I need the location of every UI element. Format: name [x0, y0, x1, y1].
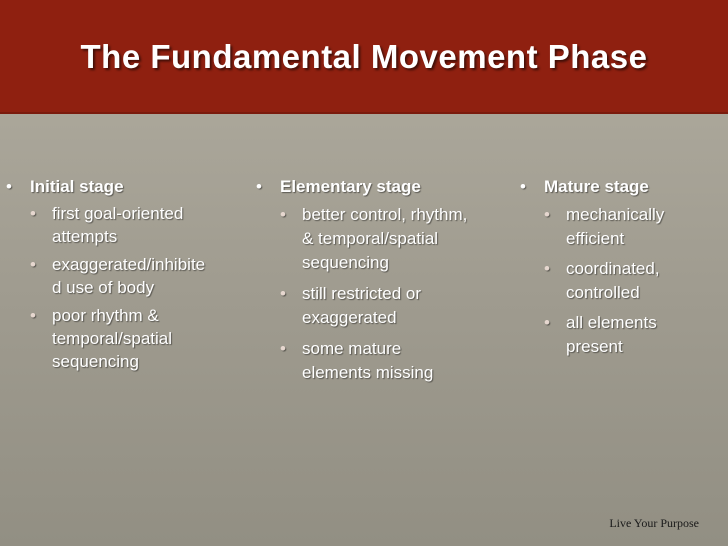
- item-text: coordinated, controlled: [566, 259, 660, 302]
- item-text: poor rhythm & temporal/spatial sequencing: [52, 306, 173, 371]
- stage-label: Elementary stage: [280, 177, 421, 196]
- stage-items: [520, 203, 720, 359]
- list-item: [256, 337, 512, 385]
- stage-items: [256, 203, 512, 385]
- stage-heading: [6, 175, 242, 199]
- stage-label: Mature stage: [544, 177, 649, 196]
- bullet-icon: •: [520, 177, 526, 196]
- stage-heading: [520, 175, 720, 199]
- item-text: better control, rhythm, & temporal/spatial sequencing: [302, 205, 468, 272]
- bullet-icon: •: [30, 255, 36, 274]
- list-item: [520, 311, 720, 359]
- item-text: exaggerated/inhibite d use of body: [52, 255, 206, 297]
- list-item: [256, 282, 512, 330]
- stage-items: [6, 202, 242, 373]
- stage-label: Initial stage: [30, 177, 124, 196]
- list-item: [520, 203, 720, 251]
- stage-heading: [256, 175, 512, 199]
- bullet-icon: •: [30, 204, 36, 223]
- item-text: all elements present: [566, 313, 657, 356]
- bullet-icon: •: [256, 177, 262, 196]
- list-item: [6, 253, 242, 299]
- list-item: [520, 257, 720, 305]
- bullet-icon: •: [544, 313, 550, 332]
- bullet-icon: •: [280, 284, 286, 303]
- bullet-icon: •: [6, 177, 12, 196]
- bullet-icon: •: [30, 306, 36, 325]
- item-text: still restricted or exaggerated: [302, 284, 422, 327]
- bullet-icon: •: [280, 205, 286, 224]
- item-text: mechanically efficient: [566, 205, 665, 248]
- bullet-icon: •: [544, 259, 550, 278]
- slide-title: The Fundamental Movement Phase: [80, 38, 648, 75]
- column-elementary-stage: [256, 175, 512, 392]
- bullet-icon: •: [544, 205, 550, 224]
- item-text: some mature elements missing: [302, 339, 434, 382]
- list-item: [6, 304, 242, 373]
- list-item: [256, 203, 512, 275]
- bullet-icon: •: [280, 339, 286, 358]
- list-item: [6, 202, 242, 248]
- footer-tagline: Live Your Purpose: [609, 516, 699, 530]
- column-initial-stage: [6, 175, 242, 378]
- item-text: first goal-oriented attempts: [52, 204, 184, 246]
- title-bar: [0, 0, 728, 114]
- column-mature-stage: [520, 175, 720, 365]
